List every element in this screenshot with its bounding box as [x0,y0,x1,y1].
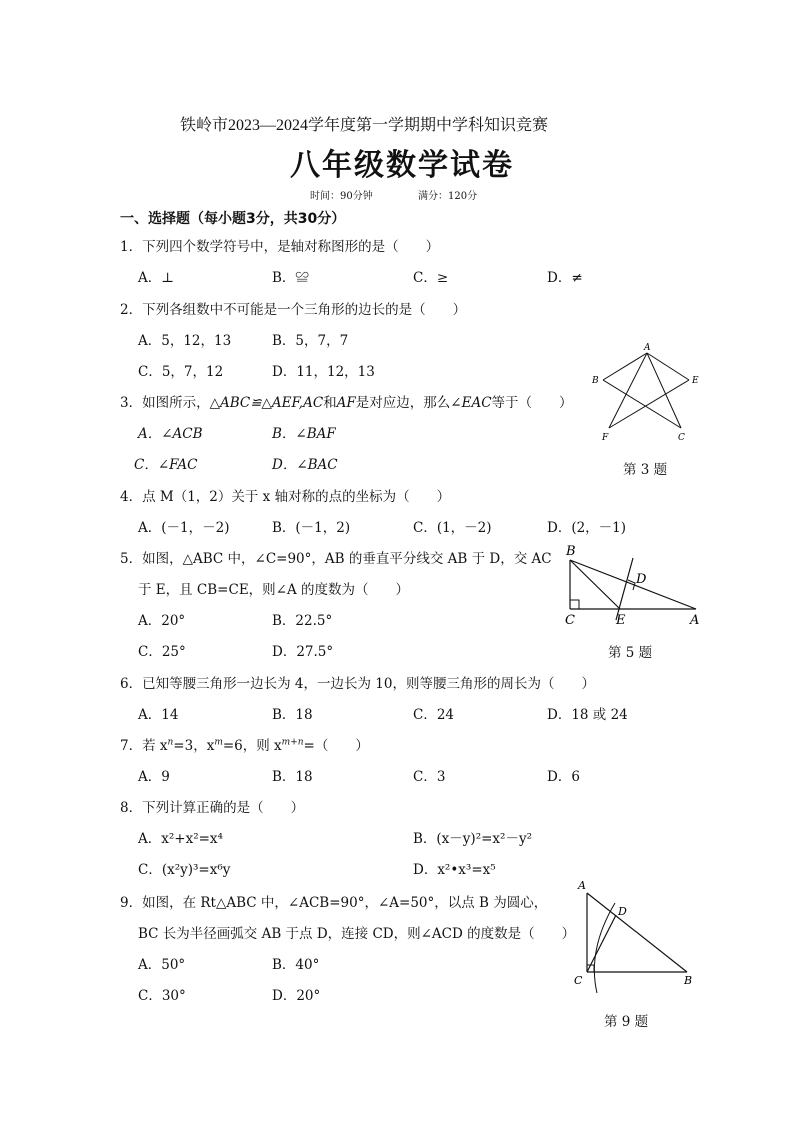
q5-label-b: B [566,544,576,559]
q1-option-a: A．⊥ [138,270,174,286]
q5-option-a: A．20° [138,613,186,629]
q2-option-b: B．5，7，7 [272,333,349,349]
q5-label-a: A [690,613,700,628]
q3-figure [585,340,715,450]
q8-option-d: D．x²•x³=x⁵ [413,862,496,878]
q9-stem-line1: 9．如图，在 Rt△ABC 中，∠ACB=90°，∠A=50°，以点 B 为圆心， [120,895,548,911]
exam-score: 满分：120分 [418,191,478,202]
q5-option-c: C．25° [138,644,186,660]
q3-stem-eac: ∠EAC [450,395,492,411]
q9-label-b: B [684,974,693,987]
q5-stem-line2: 于 E，且 CB=CE，则∠A 的度数为（ ） [138,582,410,598]
q5-option-b: B．22.5° [272,613,333,629]
q1-option-c: C．≥ [413,270,449,286]
q3-label-a: A [644,343,651,353]
q6-option-c: C．24 [413,707,455,723]
q3-label-e: E [692,376,699,386]
q9-option-d: D．20° [272,988,321,1004]
q7-option-d: D．6 [547,769,580,785]
q3-option-c: C．∠FAC [134,457,198,473]
q9-caption: 第 9 题 [604,1014,649,1030]
q9-figure [565,875,705,995]
q3-stem-post: 是对应边，那么 [355,395,451,411]
q3-caption: 第 3 题 [623,462,668,478]
q6-option-b: B．18 [272,707,313,723]
q3-segment-bc [603,380,681,428]
q2-option-c: C．5，7，12 [138,364,224,380]
q6-stem: 6．已知等腰三角形一边长为 4，一边长为 10，则等腰三角形的周长为（ ） [120,676,595,692]
q8-option-b: B．(x－y)²=x²－y² [413,831,532,847]
q7-stem-post: =（ ） [303,738,369,754]
q7-stem-pre: 7．若 x [120,738,168,754]
q7-stem-mid1: =3，x [173,738,215,754]
q9-segment-cd [587,915,616,972]
q9-label-c: C [574,974,583,987]
q7-exp-m: m [214,737,223,748]
q3-stem [120,391,573,411]
q9-stem-line2: BC 长为半径画弧交 AB 于点 D，连接 CD，则∠ACD 的度数是（ ） [138,926,576,942]
q5-right-angle-d [628,580,635,590]
q9-option-c: C．30° [138,988,186,1004]
q1-stem: 1．下列四个数学符号中，是轴对称图形的是（ ） [120,239,440,255]
q5-label-c: C [565,613,575,628]
q9-option-a: A．50° [138,957,186,973]
q2-option-a: A．5，12，13 [138,333,232,349]
q9-arc [594,903,615,993]
q3-option-b: B．∠BAF [272,426,336,442]
q5-label-d: D [636,572,647,587]
q8-option-a: A．x²+x²=x⁴ [138,831,223,847]
q7-option-b: B．18 [272,769,313,785]
q4-option-a: A．(－1，－2) [138,520,230,536]
q4-option-b: B．(－1，2) [272,520,351,536]
q3-label-c: C [678,433,685,443]
q3-option-d: D．∠BAC [272,457,338,473]
q5-caption: 第 5 题 [608,645,653,661]
exam-time: 时间：90分钟 [310,191,373,202]
q9-segment-ab [587,893,687,972]
q5-right-angle-c [570,600,579,609]
q6-option-d: D．18 或 24 [547,707,628,723]
q3-stem-pre: 3．如图所示， [120,395,210,411]
q3-stem-tail: 等于（ ） [491,395,573,411]
q4-option-c: C．(1，－2) [413,520,492,536]
q5-label-e: E [616,613,626,628]
q6-option-a: A．14 [138,707,179,723]
q5-stem-line1: 5．如图，△ABC 中，∠C=90°，AB 的垂直平分线交 AB 于 D，交 AC [120,551,552,567]
q3-stem-af: AF [336,395,356,411]
q8-option-c: C．(x²y)³=x⁶y [138,862,231,878]
q1-option-b: B．≌ [272,270,309,286]
q3-label-f: F [602,433,609,443]
q9-option-b: B．40° [272,957,320,973]
q9-label-a: A [578,879,586,892]
section-title: 一、选择题（每小题3分，共30分） [120,211,346,227]
q7-stem-mid2: =6，则 x [222,738,282,754]
q3-label-b: B [592,376,599,386]
q7-exp-mn: m+n [281,737,304,748]
q3-option-a: A．∠ACB [138,426,203,442]
q7-option-c: C．3 [413,769,446,785]
q3-stem-congr: △ABC≌△AEF,AC [209,395,324,411]
q7-stem [120,734,369,754]
q2-stem: 2．下列各组数中不可能是一个三角形的边长的是（ ） [120,302,467,318]
exam-subtitle: 铁岭市2023—2024学年度第一学期期中学科知识竞赛 [180,117,549,134]
q1-option-d: D．≠ [547,270,583,286]
q5-figure [560,540,710,635]
q4-stem: 4．点 M（1，2）关于 x 轴对称的点的坐标为（ ） [120,489,451,505]
q5-segment-be [570,560,620,609]
q5-option-d: D．27.5° [272,644,334,660]
q8-stem: 8．下列计算正确的是（ ） [120,800,305,816]
q7-option-a: A．9 [138,769,170,785]
q5-segment-ba [570,560,696,609]
q7-exp-n: n [167,737,174,748]
q3-stem-mid: 和 [323,395,337,411]
q5-perp-bisector [616,558,633,620]
q2-option-d: D．11，12，13 [272,364,375,380]
q4-option-d: D．(2，－1) [547,520,627,536]
q9-label-d: D [618,905,627,918]
exam-title: 八年级数学试卷 [290,148,514,183]
